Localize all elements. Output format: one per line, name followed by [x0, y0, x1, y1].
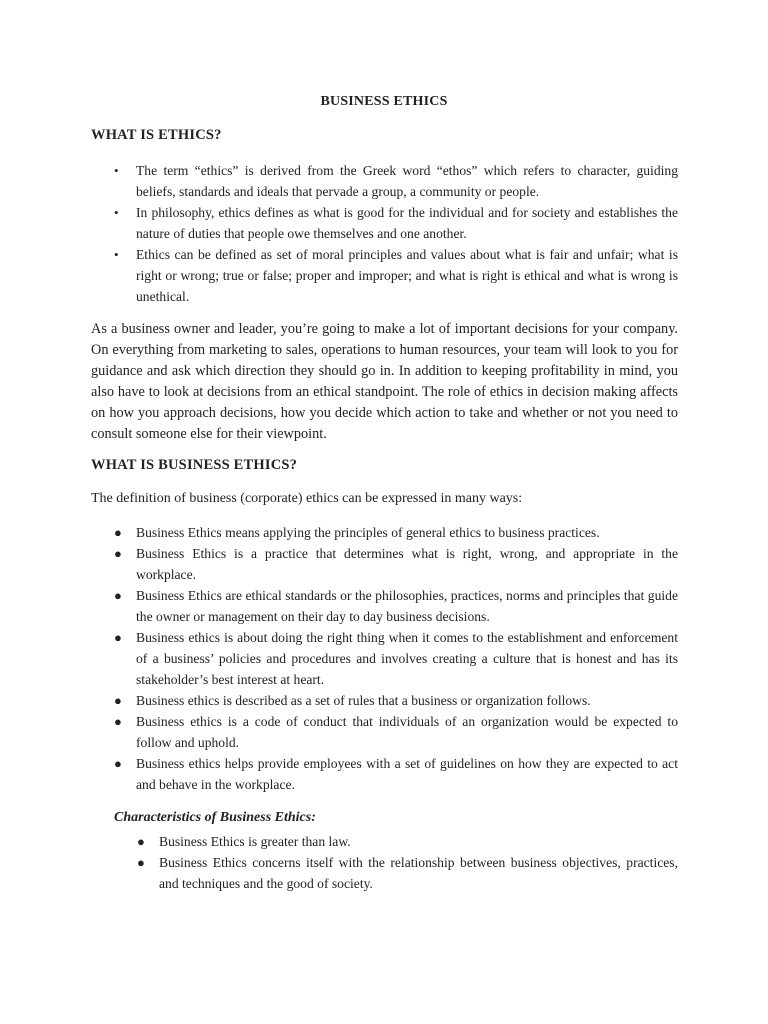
bullet-icon: ●: [114, 546, 122, 561]
bullet-icon: ●: [137, 834, 145, 849]
list-item-text: Business Ethics concerns itself with the relationship between business objectives, practices, and techniques and the good of society.: [159, 855, 678, 891]
document-title: BUSINESS ETHICS: [320, 94, 448, 109]
list-item-text: Business Ethics is a practice that determines what is right, wrong, and appropriate in the workplace.: [136, 546, 678, 582]
list-item-text: Business ethics is described as a set of rules that a business or organization follows.: [136, 693, 591, 708]
list-item-text: Business Ethics is greater than law.: [159, 834, 351, 849]
bullet-icon: ●: [114, 756, 122, 771]
bullet-icon: ●: [114, 693, 122, 708]
list-item: [91, 160, 678, 202]
list-item: [91, 627, 678, 690]
list-item: [91, 753, 678, 795]
bullet-icon: •: [114, 205, 119, 220]
list-item-text: Business ethics is a code of conduct that individuals of an organization would be expected to follow and uphold.: [136, 714, 678, 750]
list-item: [114, 852, 678, 894]
business-ethics-definition-list: [91, 522, 678, 795]
list-item: [114, 831, 678, 852]
definition-intro: The definition of business (corporate) ethics can be expressed in many ways:: [91, 491, 523, 506]
bullet-icon: •: [114, 163, 119, 178]
list-item-text: Business Ethics means applying the principles of general ethics to business practices.: [136, 525, 600, 540]
list-item: [91, 202, 678, 244]
list-item-text: In philosophy, ethics defines as what is good for the individual and for society and establishes the nature of duties that people owe themselves and one another.: [136, 205, 678, 241]
list-item-text: Business ethics is about doing the right thing when it comes to the establishment and enforcement of a business’ policies and procedures and involves creating a culture that is honest and has its stakeholder’s best interest at heart.: [136, 630, 678, 687]
bullet-icon: ●: [137, 855, 145, 870]
list-item-text: Business Ethics are ethical standards or the philosophies, practices, norms and principles that guide the owner or management on their day to day business decisions.: [136, 588, 678, 624]
section-heading-what-is-ethics: WHAT IS ETHICS?: [91, 127, 222, 143]
body-paragraph: As a business owner and leader, you’re going to make a lot of important decisions for your company. On everything from marketing to sales, operations to human resources, your team will look to you for guidance and ask which direction they should go in. In addition to keeping profitability in mind, you also have to look at decisions from an ethical standpoint. The role of ethics in decision making affects on how you approach decisions, how you decide which action to take and whether or not you need to consult someone else for their viewpoint.: [91, 321, 678, 442]
bullet-icon: •: [114, 247, 119, 262]
list-item: [91, 690, 678, 711]
ethics-definition-list: [91, 160, 678, 307]
list-item: [91, 543, 678, 585]
list-item-text: Ethics can be defined as set of moral principles and values about what is fair and unfair; what is right or wrong; true or false; proper and improper; and what is right is ethical and what is wrong is unethical.: [136, 247, 678, 304]
list-item: [91, 244, 678, 307]
bullet-icon: ●: [114, 630, 122, 645]
list-item: [91, 585, 678, 627]
characteristics-list: [114, 831, 678, 894]
list-item: [91, 522, 678, 543]
bullet-icon: ●: [114, 525, 122, 540]
bullet-icon: ●: [114, 588, 122, 603]
list-item-text: The term “ethics” is derived from the Greek word “ethos” which refers to character, guiding beliefs, standards and ideals that pervade a group, a community or people.: [136, 163, 678, 199]
bullet-icon: ●: [114, 714, 122, 729]
list-item-text: Business ethics helps provide employees with a set of guidelines on how they are expected to act and behave in the workplace.: [136, 756, 678, 792]
list-item: [91, 711, 678, 753]
section-heading-what-is-business-ethics: WHAT IS BUSINESS ETHICS?: [91, 457, 298, 473]
characteristics-heading: Characteristics of Business Ethics:: [114, 810, 316, 825]
